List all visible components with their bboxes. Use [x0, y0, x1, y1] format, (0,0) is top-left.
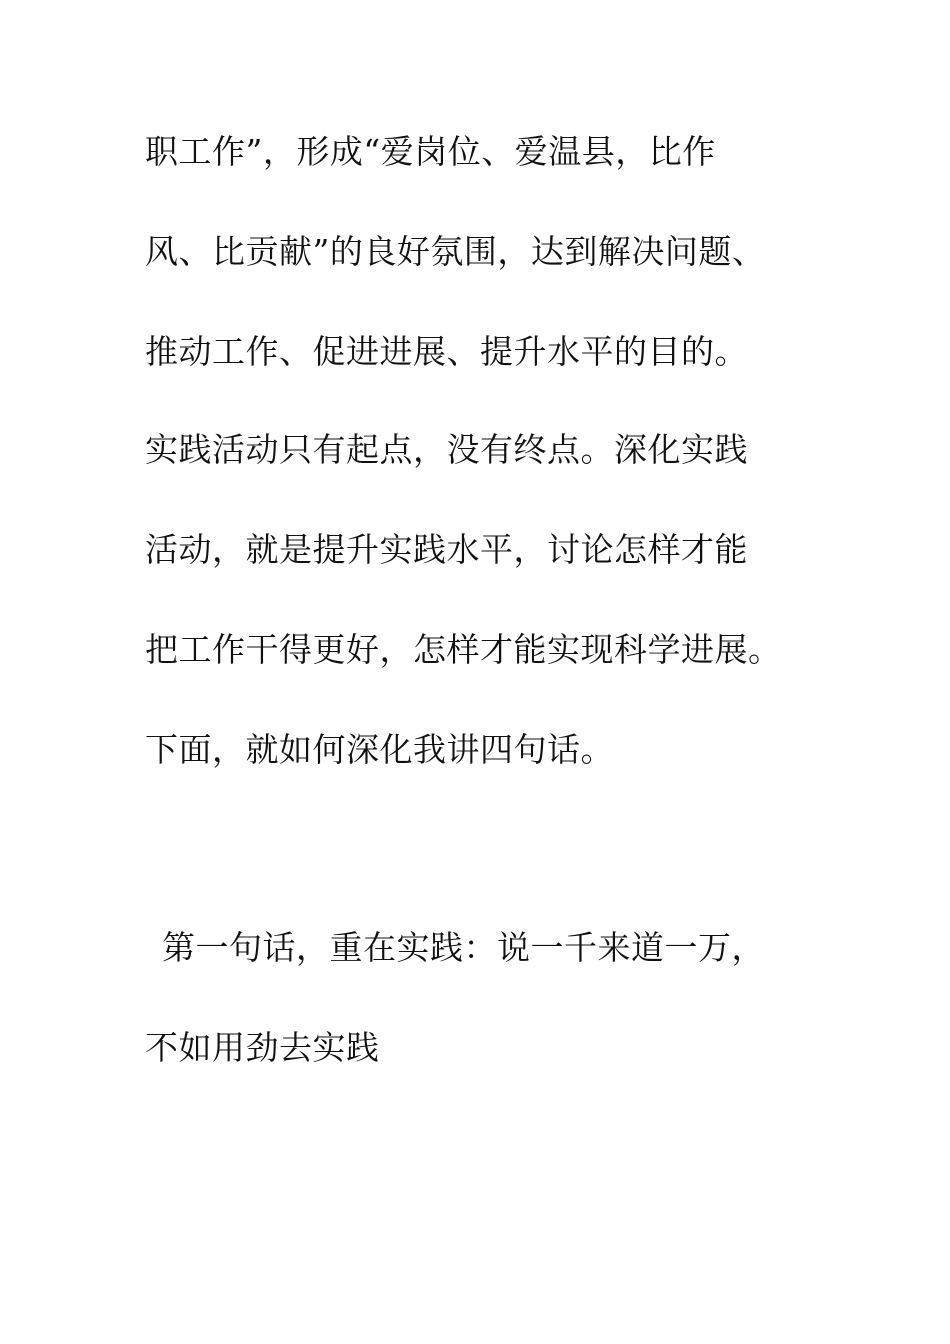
paragraph-line: 把工作干得更好，怎样才能实现科学进展。 — [145, 630, 782, 669]
section-heading-line: 不如用劲去实践 — [145, 1028, 380, 1067]
paragraph-line: 推动工作、促进进展、提升水平的目的。 — [145, 332, 748, 371]
paragraph-line: 实践活动只有起点，没有终点。深化实践 — [145, 430, 748, 469]
section-heading-line: 第一句话，重在实践：说一千来道一万， — [162, 928, 765, 967]
paragraph-line: 下面，就如何深化我讲四句话。 — [145, 730, 614, 769]
paragraph-line: 活动，就是提升实践水平，讨论怎样才能 — [145, 530, 748, 569]
paragraph-line: 职工作”，形成“爱岗位、爱温县，比作 — [145, 132, 716, 171]
paragraph-line: 风、比贡献”的良好氛围，达到解决问题、 — [145, 232, 766, 271]
